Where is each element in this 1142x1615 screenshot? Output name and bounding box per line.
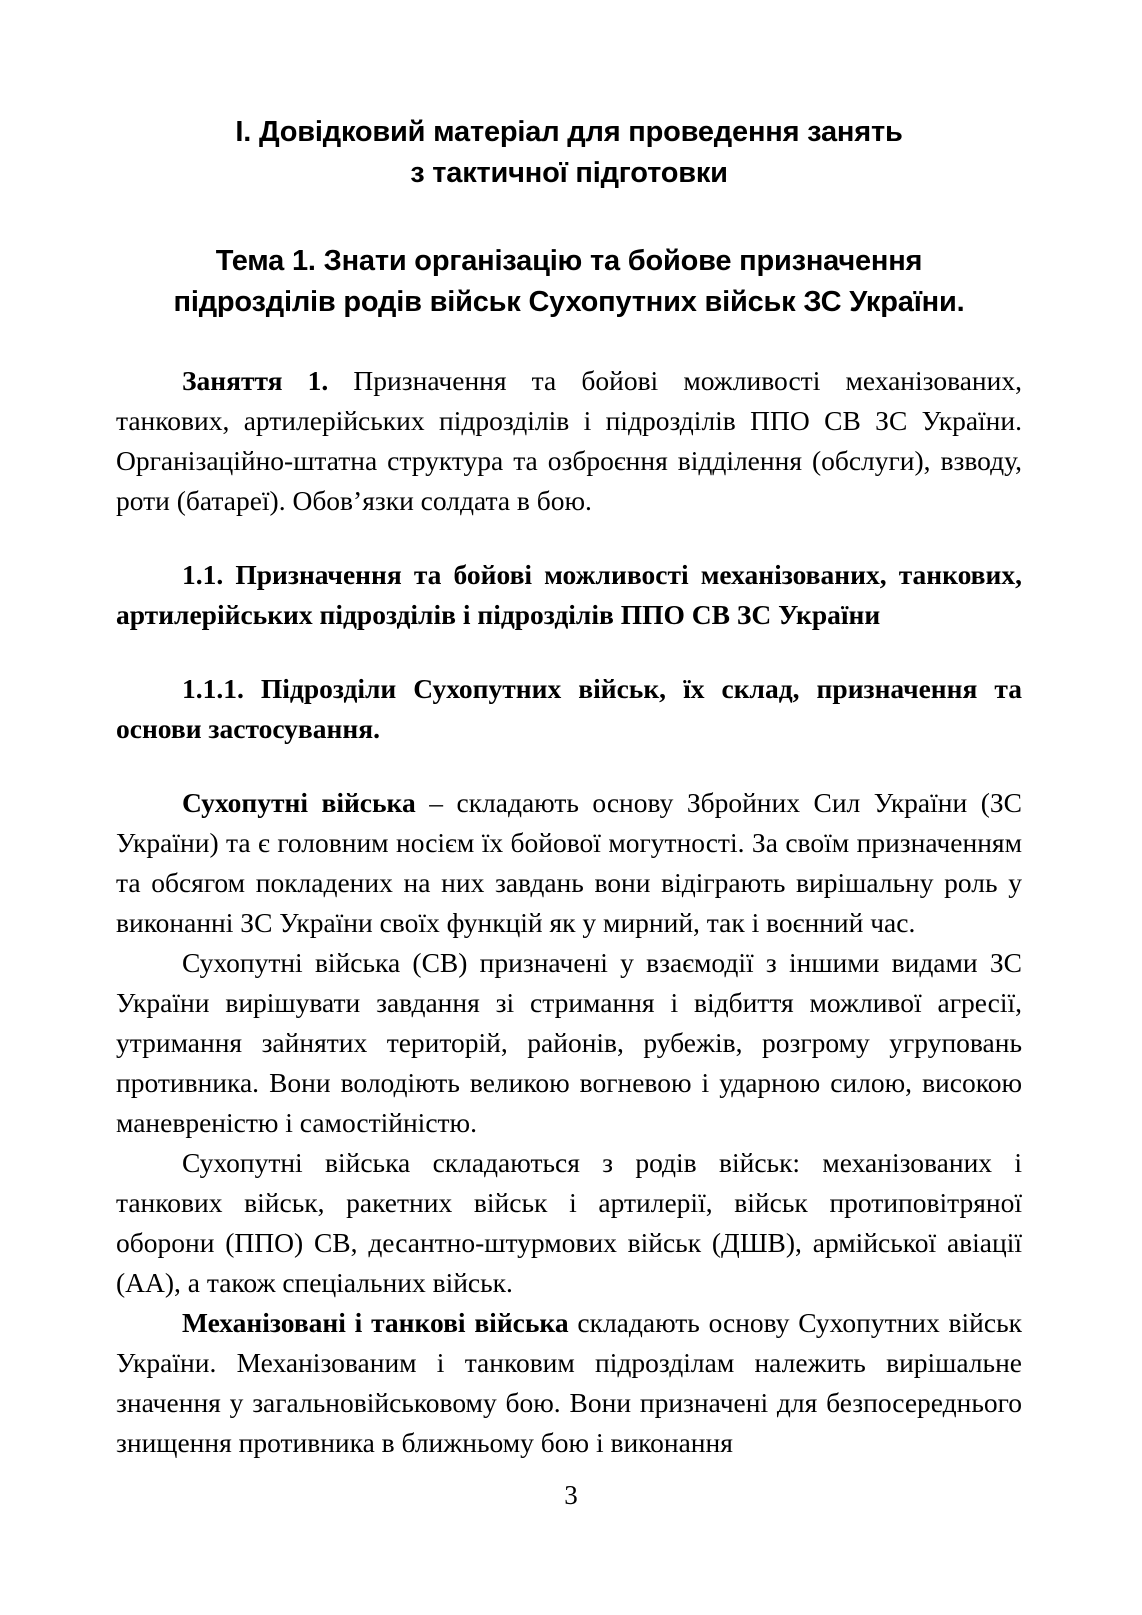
- section-heading-1-1-1: 1.1.1. Підрозділи Сухопутних військ, їх склад, призначення та основи застосування.: [116, 673, 1022, 744]
- paragraph-bold-lead-3: Механізовані і танкові війська: [182, 1307, 569, 1338]
- lesson-description: Призначення та бойові можливості механізованих, танкових, артилерійських підрозділів і підрозділів ППО СВ ЗС України. Організаційно-штатна структура та озброєння відділення (обслуги), взводу, роти (батареї). Обов’язки солдата в бою.: [116, 365, 1022, 516]
- paragraph-mechanized-tank-forces: [116, 1303, 1022, 1463]
- section-heading-1-1: 1.1. Призначення та бойові можливості механізованих, танкових, артилерійських підрозділів і підрозділів ППО СВ ЗС України: [116, 559, 1022, 630]
- paragraph-ground-forces-branches: [116, 1143, 1022, 1303]
- paragraph-body-2: Сухопутні війська складаються з родів військ: механізованих і танкових військ, ракетних військ і артилерії, військ протиповітряної оборони (ППО) СВ, десантно-штурмових військ (ДШВ), армійської авіації (АА), а також спеціальних військ.: [116, 1147, 1022, 1298]
- paragraph-body-3: складають основу Сухопутних військ України. Механізованим і танковим підрозділам належить вирішальне значення у загальновійськовому бою. Вони призначені для безпосереднього знищення противника в ближньому бою і виконання: [116, 1307, 1022, 1458]
- paragraph-ground-forces-definition: [116, 783, 1022, 943]
- paragraph-bold-lead-0: Сухопутні війська: [182, 787, 416, 818]
- topic-heading-line-1: Тема 1. Знати організацію та бойове призначення: [215, 245, 923, 277]
- lesson-label: Заняття 1.: [182, 365, 329, 396]
- page-title-line-1: I. Довідковий матеріал для проведення занять: [235, 116, 903, 148]
- document-title-block: [116, 112, 1022, 194]
- paragraph-body-0: – складають основу Збройних Сил України (ЗС України) та є головним носієм їх бойової могутності. За своїм призначенням та обсягом покладених на них завдань вони відіграють вирішальну роль у виконанні ЗС України своїх функцій як у мирний, так і воєнний час.: [116, 787, 1022, 938]
- paragraph-ground-forces-tasks: [116, 943, 1022, 1143]
- page-content: [116, 0, 1022, 1463]
- lesson-intro-paragraph: [116, 361, 1022, 521]
- page-title-line-2: з тактичної підготовки: [410, 157, 728, 189]
- page-number: 3: [564, 1480, 578, 1510]
- paragraph-body-1: Сухопутні війська (СВ) призначені у взаємодії з іншими видами ЗС України вирішувати завдання зі стримання і відбиття можливої агресії, утримання зайнятих територій, районів, рубежів, розгрому угруповань противника. Вони володіють великою вогневою і ударною силою, високою маневреністю і самостійністю.: [116, 947, 1022, 1138]
- topic-heading-block: [116, 241, 1022, 323]
- topic-heading-line-2: підрозділів родів військ Сухопутних військ ЗС України.: [173, 286, 965, 318]
